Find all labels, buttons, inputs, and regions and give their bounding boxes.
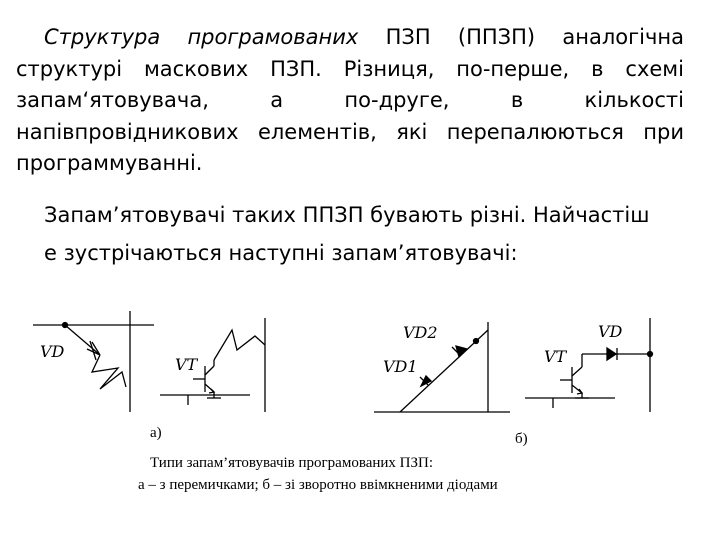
- fuse-zigzag: [92, 355, 126, 389]
- label-vd2: VD2: [403, 323, 438, 342]
- subfigure-tag-b: б): [515, 431, 528, 447]
- storage-cell-diagram: [0, 300, 720, 510]
- italic-lead: Структура програмованих: [44, 25, 359, 49]
- figure-caption-legend: а – з перемичками; б – зі зворотно ввімкненими діодами: [138, 477, 498, 493]
- label-vt-b: VT: [544, 347, 567, 366]
- label-vd-right: VD: [598, 322, 623, 341]
- figure-caption-title: Типи запам’ятовувачів програмованих ПЗП:: [150, 455, 434, 471]
- label-vd-left: VD: [40, 342, 65, 361]
- paragraph-storage-types: [44, 196, 704, 272]
- circuit-fuse-diode: [33, 311, 154, 412]
- fuse-zigzag-2: [214, 330, 265, 360]
- paragraph2-line2: е зустрічаються наступні запам’ятовувачі:: [44, 241, 518, 265]
- paragraph-programmable-rom: [16, 22, 684, 180]
- label-vt-a: VT: [175, 355, 198, 374]
- paragraph-body: ПЗП (ППЗП) аналогічна структурі маскових ПЗП. Різниця, по-перше, в схемі запам‘ятовувача, а по-друге, в кількості напівпровідникових елементів, які перепалюються при программуванні.: [16, 25, 684, 175]
- subfigure-tag-a: а): [150, 425, 162, 441]
- label-vd1: VD1: [383, 357, 418, 376]
- paragraph2-line1: Запам’ятовувачі таких ППЗП бувають різні. Найчастіш: [44, 203, 650, 227]
